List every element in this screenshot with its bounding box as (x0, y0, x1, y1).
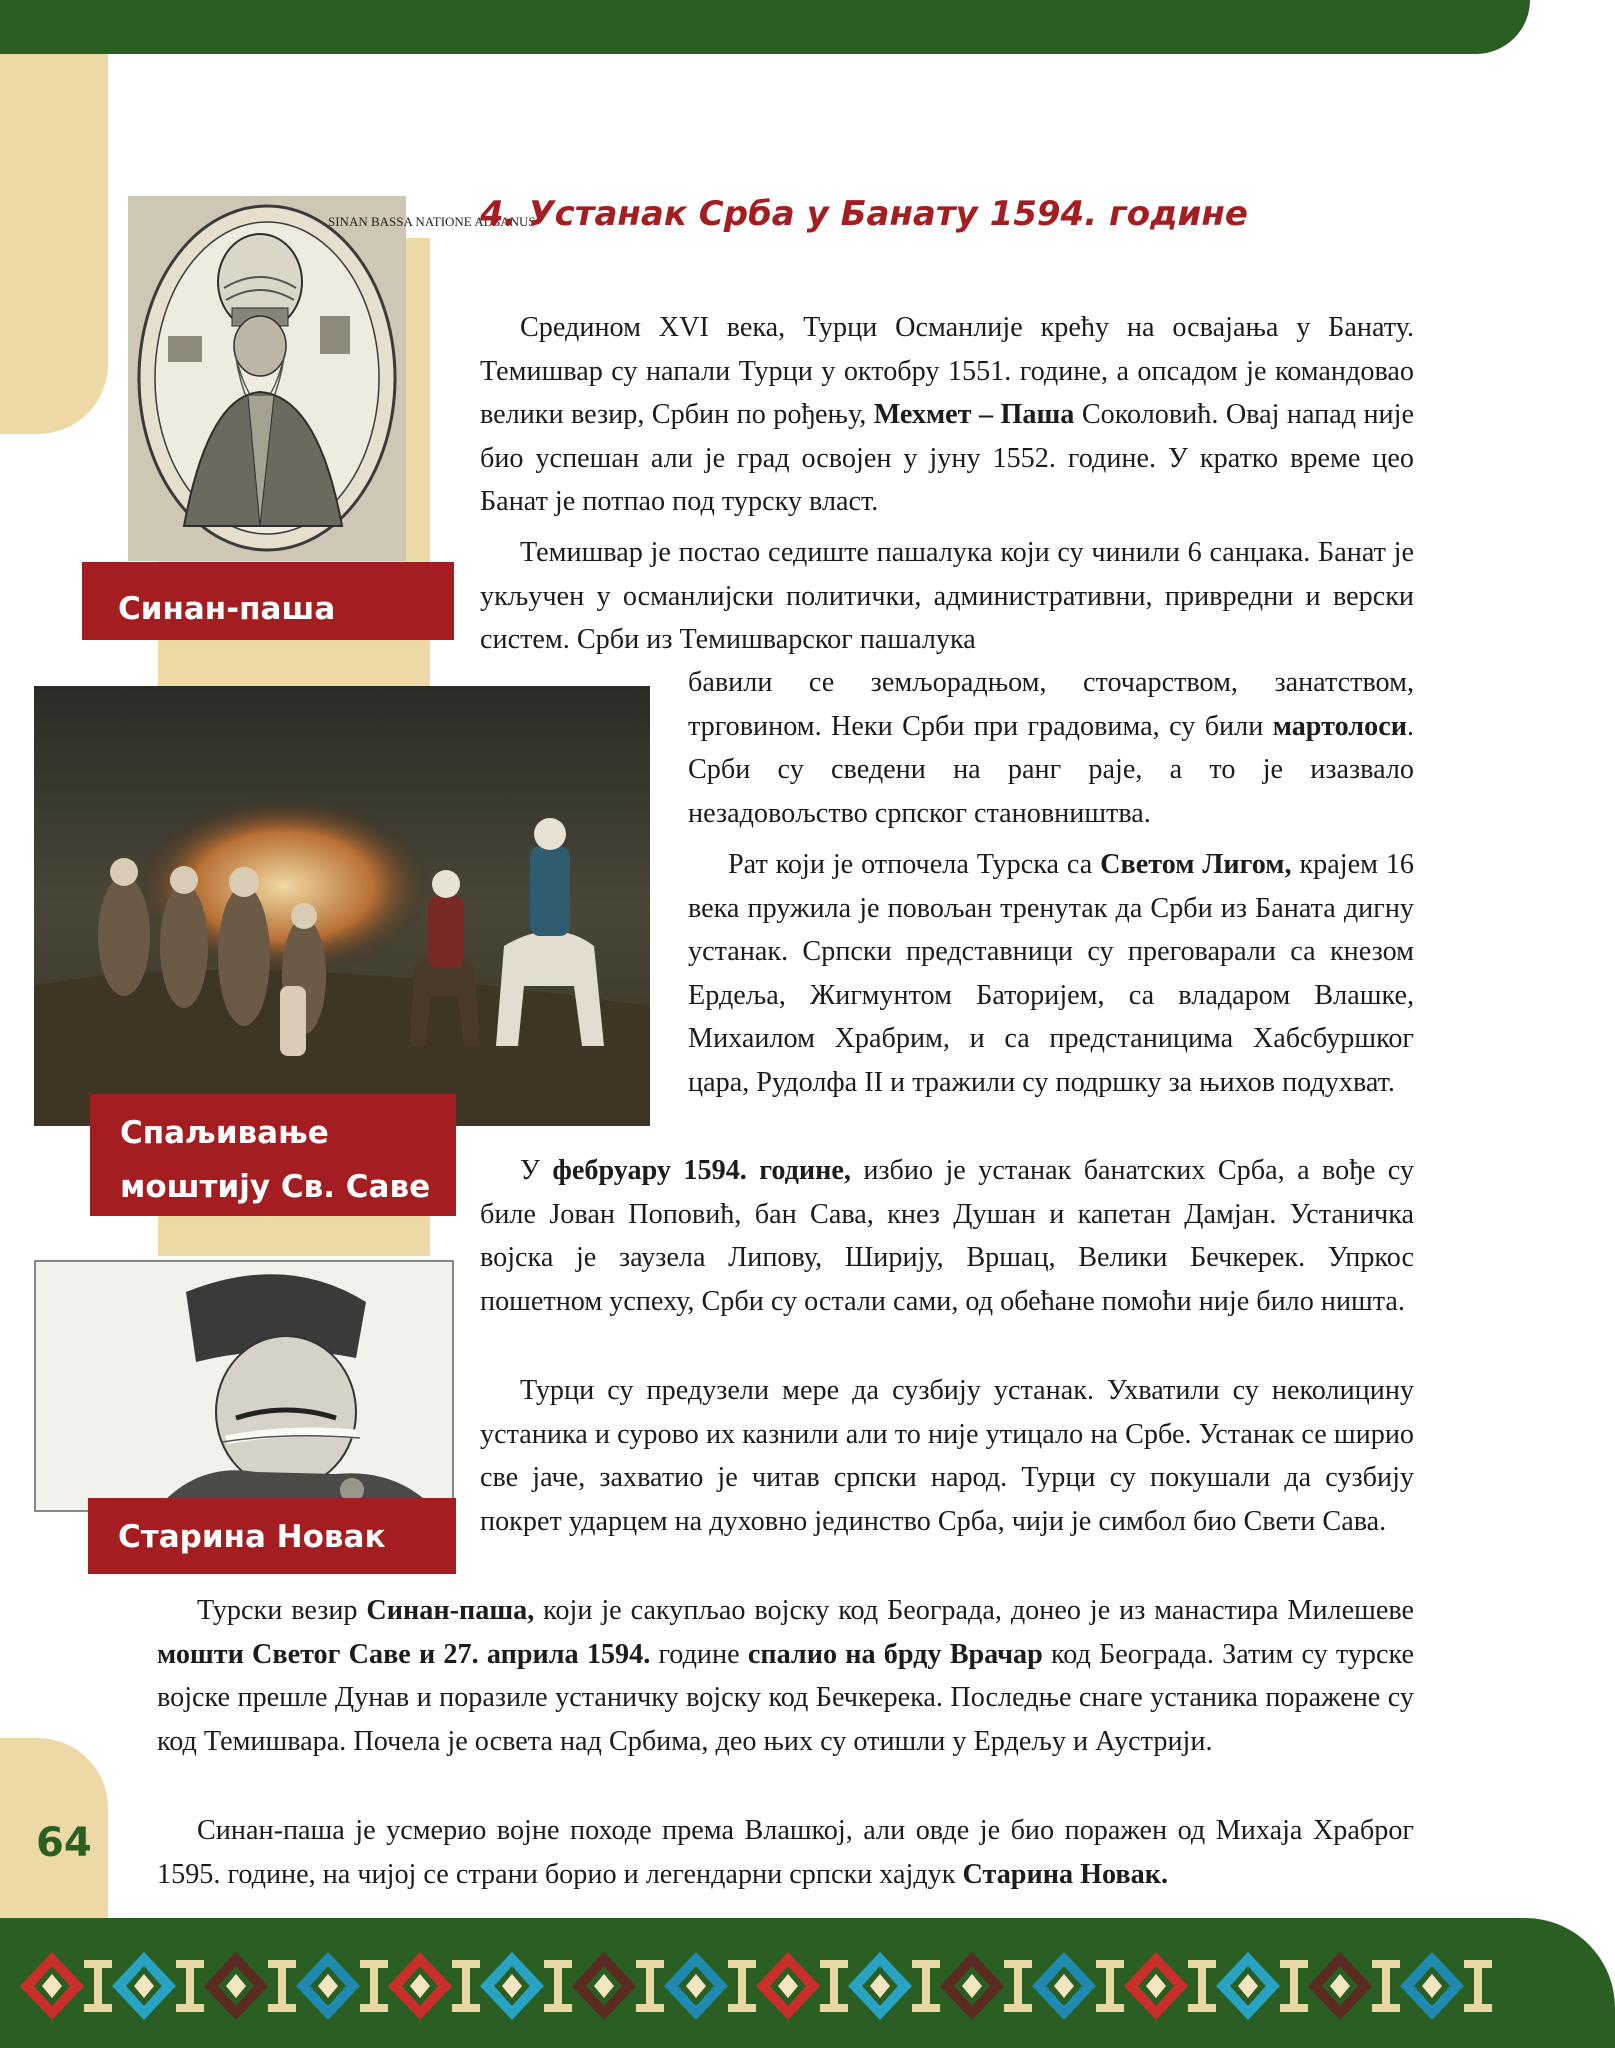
ornament-spindle (636, 1960, 664, 2012)
bold-run: Мехмет – Паша (873, 399, 1075, 430)
text-run: Турски везир (197, 1595, 367, 1626)
ornament-spindle (820, 1960, 848, 2012)
top-green-band (0, 0, 1530, 54)
caption-starina-novak: Старина Новак (88, 1498, 456, 1574)
side-beige-tab-top (0, 54, 108, 434)
ornament-diamond (1124, 1952, 1188, 2020)
bold-run: мартолоси (1272, 710, 1407, 742)
text-run: бавили се земљорадњом, сточарством, занатством, трговином. Неки Срби при градовима, су били (688, 667, 1414, 742)
ornament-spindle (912, 1960, 940, 2012)
ornament-spindle (544, 1960, 572, 2012)
caption-line: моштију Св. Саве (120, 1169, 431, 1205)
paragraph-2 (480, 531, 1414, 662)
text-run: У (520, 1155, 553, 1186)
starina-novak-portrait (34, 1260, 454, 1512)
bold-run: Светом Лигом, (1100, 849, 1292, 880)
ornament-spindle (1004, 1960, 1032, 2012)
ornament-spindle (176, 1960, 204, 2012)
ornament-diamond (756, 1952, 820, 2020)
bold-run: Синан-паша, (366, 1595, 535, 1626)
text-run: код Београда. Затим су турске војске прешле Дунав и поразиле устаничку војску код Бечкерека. Последње снаге устаника поражене су код Темишвара. Почела је освета над Србима, део њих су отишли у Ердељу и Аустрији. (157, 1638, 1415, 1757)
ornament-diamond (572, 1952, 636, 2020)
caption-sinan-pasha: Синан-паша (82, 562, 454, 640)
paragraph-1 (480, 306, 1414, 524)
ornament-diamond (1400, 1952, 1464, 2020)
ornament-diamond (204, 1952, 268, 2020)
ornament-spindle (452, 1960, 480, 2012)
burning-relics-painting (34, 686, 650, 1126)
bold-run: фебруару 1594. године, (552, 1155, 851, 1186)
figure-backing (158, 640, 430, 690)
ornament-diamond (940, 1952, 1004, 2020)
paragraph-3 (688, 843, 1414, 1104)
ornament-spindle (1280, 1960, 1308, 2012)
text-run: Средином XVI века, Турци Османлије крећу на освајања у Банату. Темишвар су напали Турци у октобру 1551. године, а опсадом је командовао велики везир, Србин по рођењу, (480, 312, 1414, 430)
bold-run: мошти Светог Саве и 27. априла 1594. (157, 1638, 651, 1670)
bold-run: спалио на брду Врачар (747, 1638, 1043, 1670)
ornament-diamond (296, 1952, 360, 2020)
caption-line: Спаљивање (120, 1115, 329, 1151)
folk-ornament-border (32, 1946, 1532, 2026)
paragraph-5: Турци су предузели мере да сузбију устанак. Ухватили су неколицину устаника и сурово их казнили али то није утицало на Србе. Устанак се ширио све јаче, захватио је читав српски народ. Турци су покушали да сузбију покрет ударцем на духовно јединство Срба, чији је симбол био Свети Сава. (480, 1375, 1414, 1537)
text-run: Темишвар је постао седиште пашалука који су чинили 6 санџака. Банат је укључен у османлијски политички, административни, привредни и верски систем. Срби из Темишварског пашалука (480, 537, 1414, 655)
sinan-pasha-portrait (128, 196, 536, 561)
text-run: Рат који је отпочела Турска са (728, 849, 1101, 880)
text-run: који је сакупљао војску код Београда, донео је из манастира Милешеве (534, 1595, 1414, 1626)
text-run: крајем 16 века пружила је повољан тренутак да Срби из Баната дигну устанак. Српски представници су преговарали са кнезом Ердеља, Жигмунтом Баторијем, са владаром Влашке, Михаилом Храбрим, и са предстаницима Хабсбуршког цара, Рудолфа II и тражили су подршку за њихов подухват. (688, 849, 1415, 1098)
ornament-diamond (480, 1952, 544, 2020)
ornament-diamond (664, 1952, 728, 2020)
ornament-spindle (84, 1960, 112, 2012)
paragraph-7 (157, 1809, 1414, 1896)
bold-run: Старина Новак. (962, 1858, 1169, 1890)
paragraph-6 (157, 1589, 1414, 1763)
caption-burning-relics (90, 1094, 456, 1216)
figure-backing (158, 1216, 430, 1256)
text-run: године (650, 1638, 748, 1670)
ornament-spindle (1372, 1960, 1400, 2012)
ornament-diamond (848, 1952, 912, 2020)
ornament-diamond (1032, 1952, 1096, 2020)
paragraph-2-continued (688, 661, 1414, 835)
ornament-diamond (1216, 1952, 1280, 2020)
ornament-diamond (112, 1952, 176, 2020)
paragraph-4 (480, 1149, 1414, 1323)
ornament-spindle (728, 1960, 756, 2012)
ornament-diamond (1308, 1952, 1372, 2020)
text-run: избио је устанак банатских Срба, а вође су биле Јован Поповић, бан Сава, кнез Душан и капетан Дамјан. Устаничка војска је заузела Липову, Ширију, Вршац, Велики Бечкерек. Упркос пошетном успеху, Срби су остали сами, од обећане помоћи није било ништа. (480, 1155, 1414, 1317)
page-number: 64 (36, 1820, 92, 1866)
ornament-spindle (1096, 1960, 1124, 2012)
ornament-spindle (268, 1960, 296, 2012)
engraving-inscription: SINAN BASSA NATIONE ALBANUS (328, 214, 536, 229)
ornament-spindle (1188, 1960, 1216, 2012)
text-run: . Срби су сведени на ранг раје, а то је изазвало незадовољство српског становништва. (688, 710, 1414, 829)
page-title: 4. Устанак Срба у Банату 1594. године (480, 194, 1248, 234)
ornament-spindle (1464, 1960, 1492, 2012)
ornament-diamond (388, 1952, 452, 2020)
text-run: Соколовић. Овај напад није био успешан али је град освојен у јуну 1552. године. У кратко време цео Банат је потпао под турску власт. (480, 399, 1414, 517)
text-run: Синан-паша је усмерио војне походе према Влашкој, али овде је био поражен од Михаја Храброг 1595. године, на чијој се страни борио и легендарни српски хајдук (157, 1815, 1414, 1890)
ornament-spindle (360, 1960, 388, 2012)
